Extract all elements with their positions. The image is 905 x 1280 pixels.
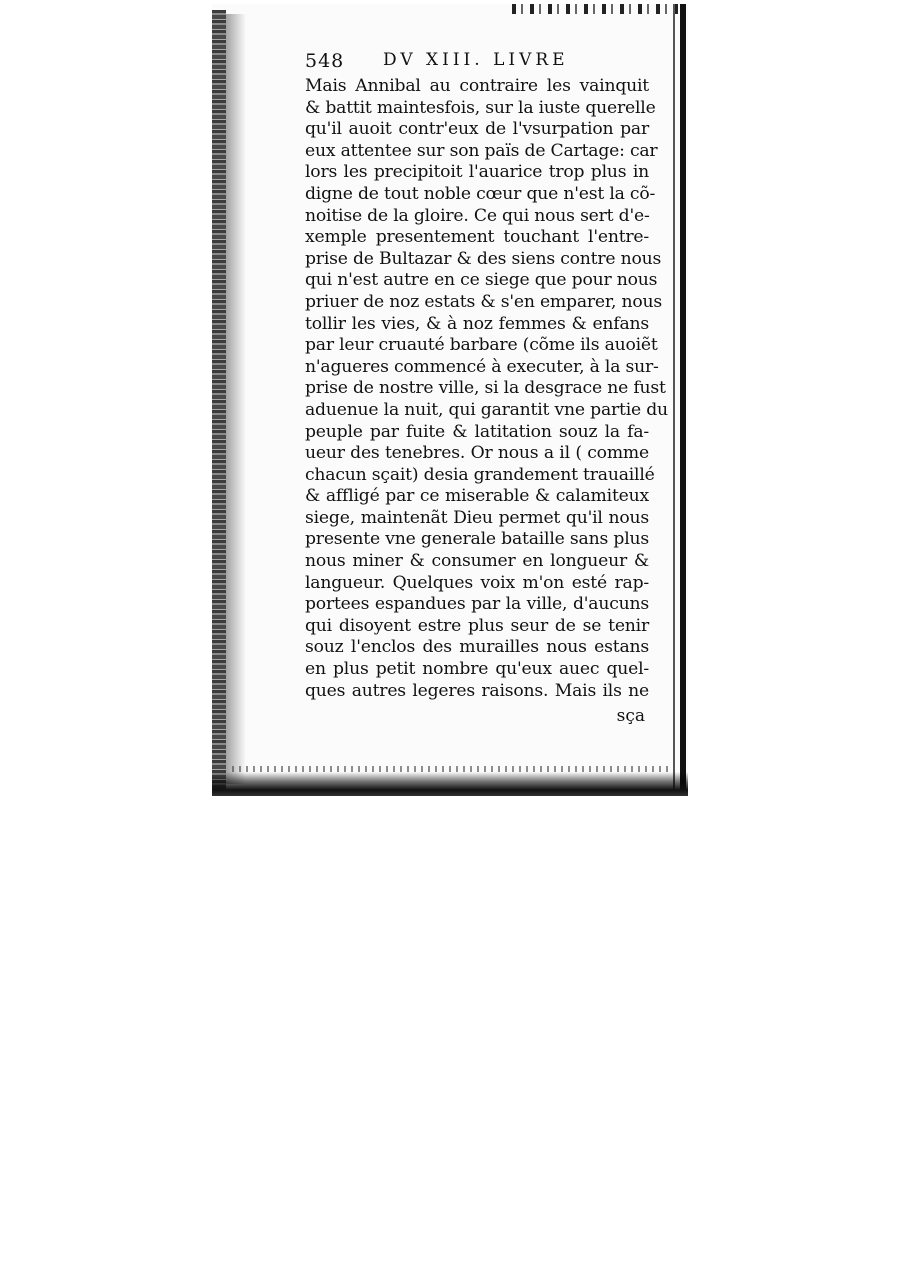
page-text-block (305, 50, 668, 728)
text-line: & affligé par ce miserable & calamiteux (305, 486, 649, 507)
text-line: qui n'est autre en ce siege que pour nous (305, 270, 658, 291)
text-line: siege, maintenãt Dieu permet qu'il nous (305, 507, 649, 528)
text-line: priuer de noz estats & s'en emparer, nous (305, 291, 663, 312)
binding-gradient (226, 14, 246, 784)
top-edge-noise (512, 4, 688, 14)
text-line: digne de tout noble cœur que n'est la cõ- (305, 183, 656, 204)
text-line: noitise de la gloire. Ce qui nous sert d'e- (305, 205, 650, 226)
text-line: par leur cruauté barbare (cõme ils auoiẽt (305, 335, 658, 356)
text-line: prise de nostre ville, si la desgrace ne fust (305, 378, 666, 399)
text-line: en plus petit nombre qu'eux auec quel- (305, 659, 649, 680)
text-line: tollir les vies, & à noz femmes & enfans (305, 313, 649, 334)
text-line: & battit maintesfois, sur la iuste querelle (305, 97, 656, 118)
text-line: souz l'enclos des murailles nous estans (305, 637, 649, 658)
binding-shadow-left (212, 10, 226, 790)
text-line: qui disoyent estre plus seur de se tenir (305, 615, 649, 636)
text-line: ueur des tenebres. Or nous a il ( comme (305, 443, 649, 464)
text-line: nous miner & consumer en longueur & (305, 551, 649, 572)
text-line: peuple par fuite & latitation souz la fa- (305, 421, 649, 442)
text-line: aduenue la nuit, qui garantit vne partie du (305, 399, 668, 420)
running-title: DV XIII. LIVRE (383, 50, 569, 70)
text-line: presente vne generale bataille sans plus (305, 529, 649, 550)
page-number: 548 (305, 50, 345, 72)
text-line: prise de Bultazar & des siens contre nous (305, 248, 662, 269)
text-line: langueur. Quelques voix m'on esté rap- (305, 572, 649, 593)
catchword: sça (616, 706, 645, 727)
text-line: eux attentee sur son païs de Cartage: car (305, 140, 658, 161)
right-edge-rule (680, 4, 686, 796)
text-line: ques autres legeres raisons. Mais ils ne (305, 680, 649, 701)
running-head (305, 50, 649, 76)
text-line: qu'il auoit contr'eux de l'vsurpation par (305, 119, 649, 140)
text-line: n'agueres commencé à executer, à la sur- (305, 356, 659, 377)
text-line: chacun sçait) desia grandement trauaillé (305, 464, 655, 485)
text-line: Mais Annibal au contraire les vainquit (305, 76, 649, 96)
text-line: xemple presentement touchant l'entre- (305, 227, 649, 248)
right-margin-line (673, 4, 675, 796)
text-line: lors les precipitoit l'auarice trop plus in (305, 162, 649, 183)
text-line: portees espandues par la ville, d'aucuns (305, 594, 649, 615)
bottom-edge-shadow (212, 772, 688, 796)
